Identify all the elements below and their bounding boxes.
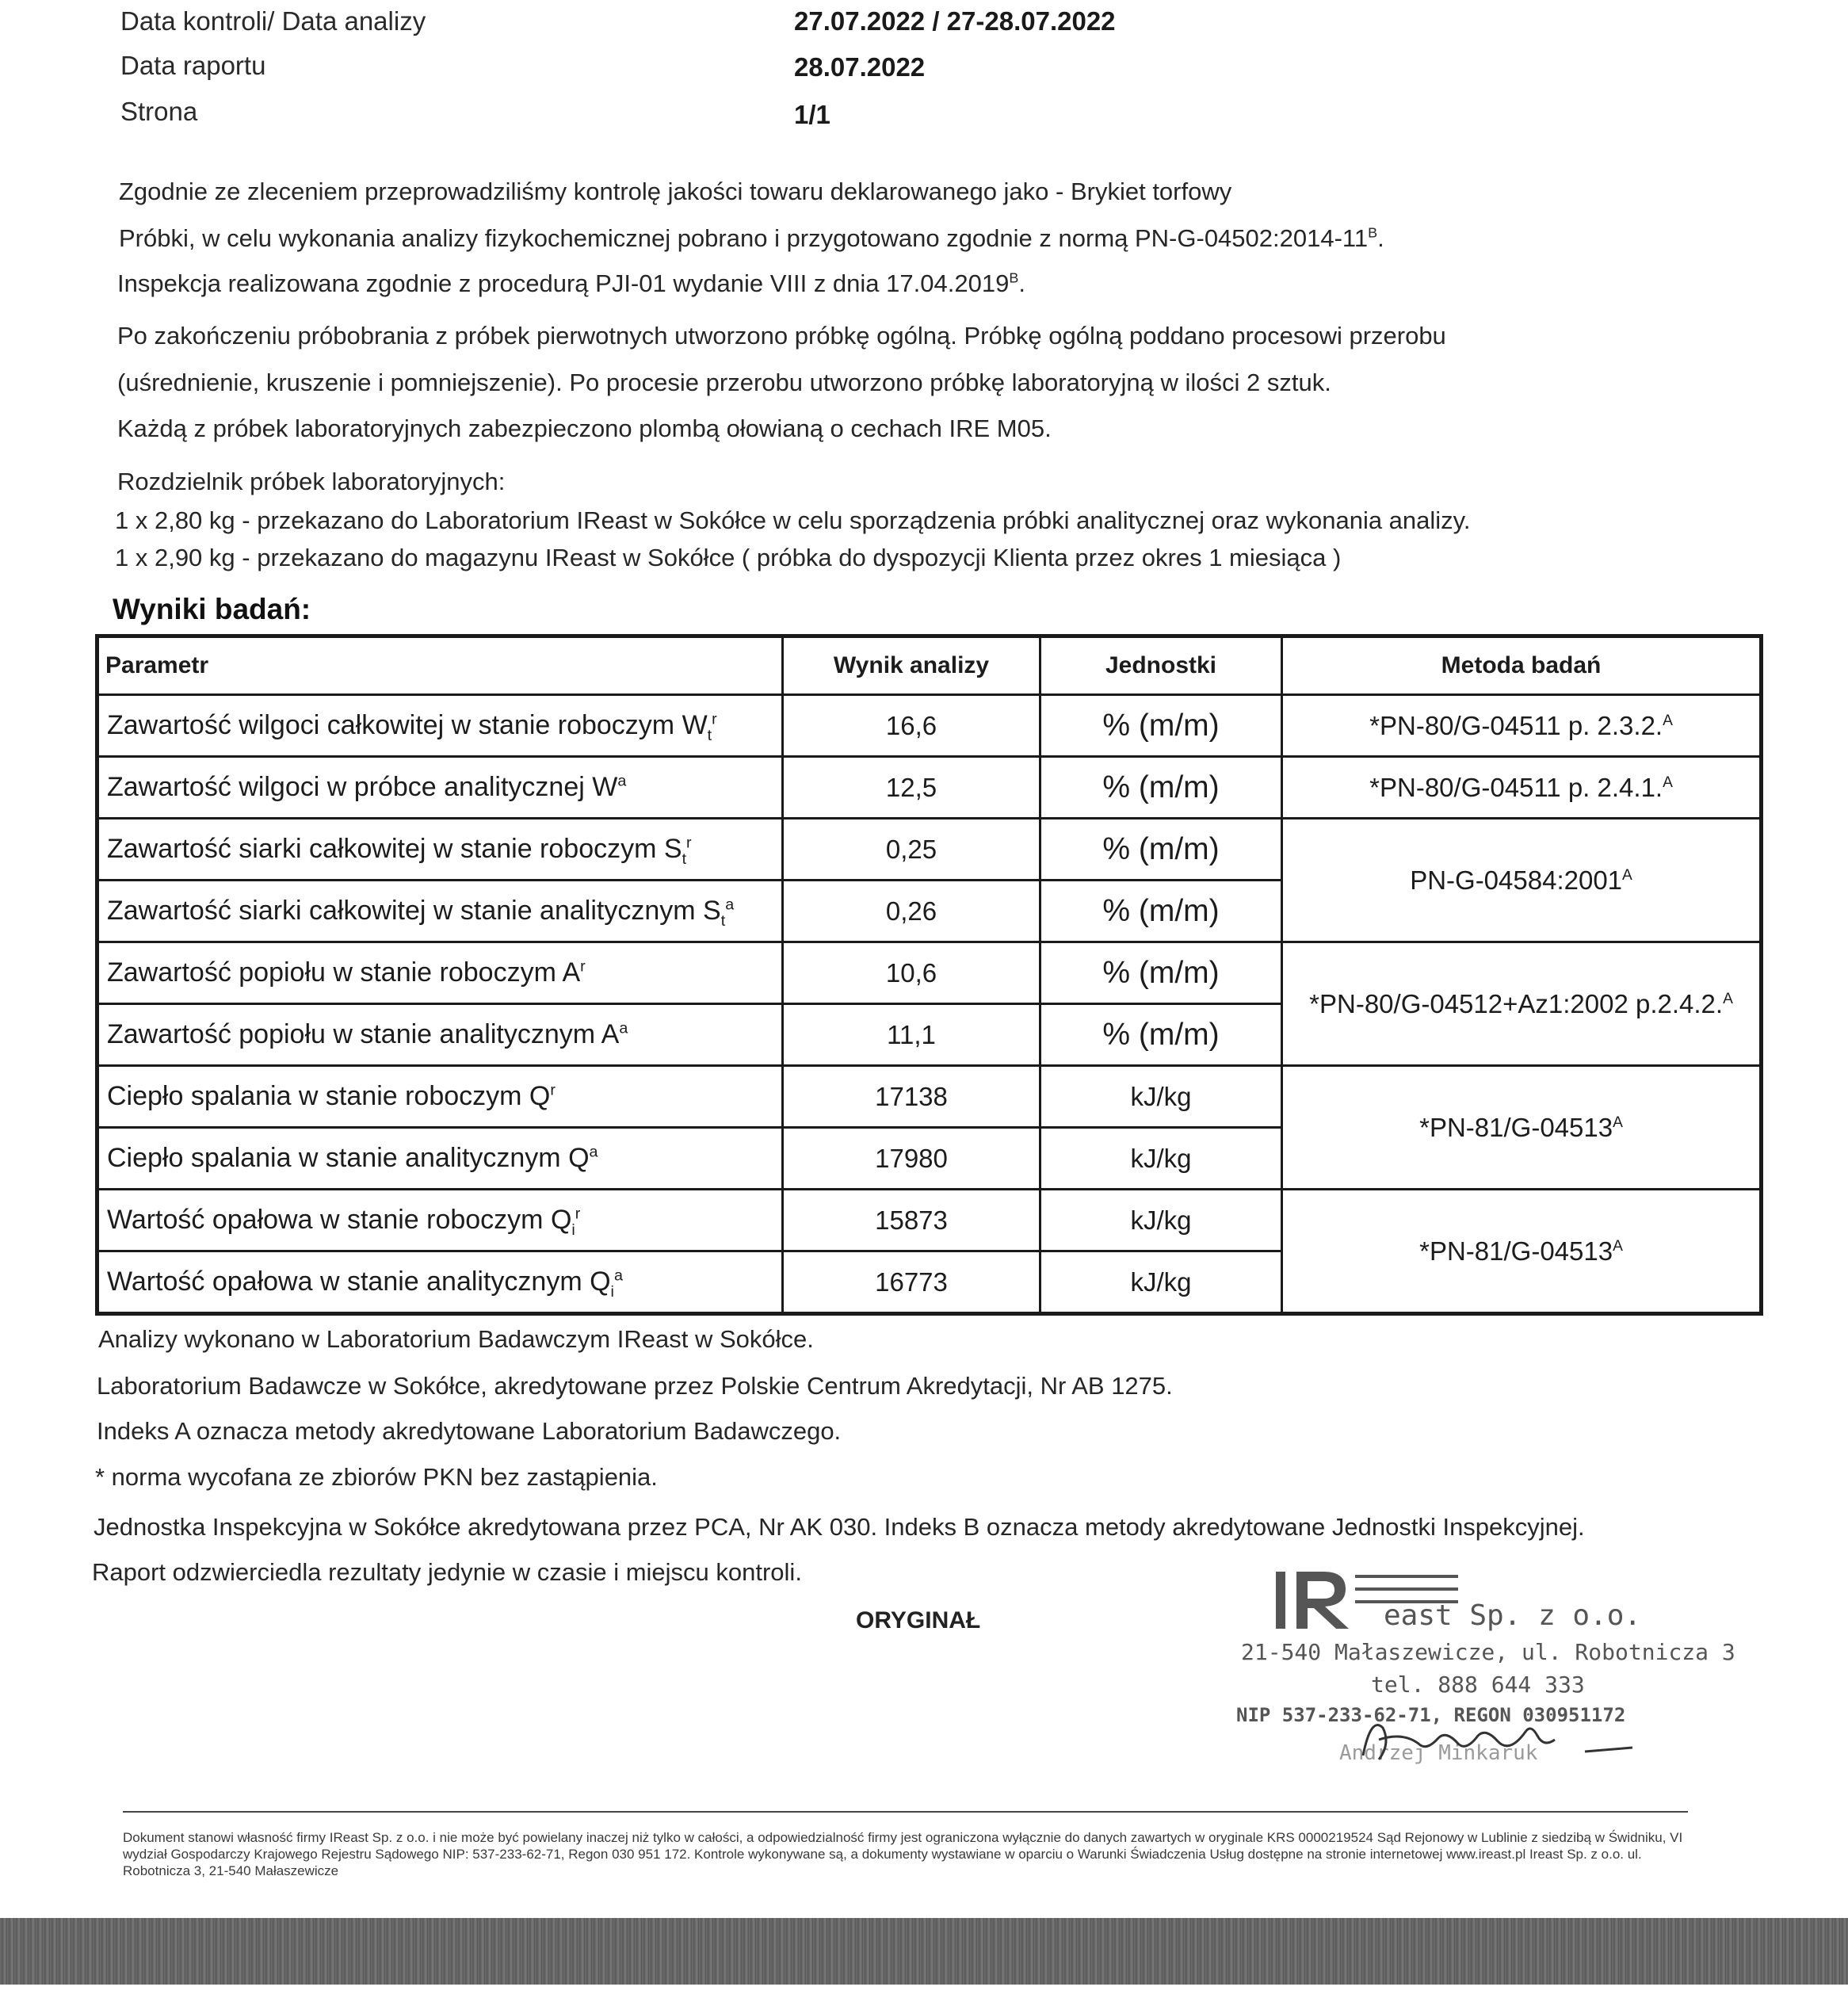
unit-cell: % (m/m): [1040, 757, 1282, 819]
value-cell: 15873: [783, 1190, 1040, 1251]
note-line-3: Indeks A oznacza metody akredytowane Laboratorium Badawczego.: [97, 1417, 842, 1445]
table-row: [97, 1190, 1762, 1251]
value-cell: 17138: [783, 1066, 1040, 1128]
header-parameter: Parametr: [97, 636, 783, 695]
stamp-address: 21-540 Małaszewicze, ul. Robotnicza 3: [1241, 1639, 1735, 1665]
meta-label-report-date: Data raportu: [120, 51, 266, 80]
method-cell: *PN-80/G-04511 p. 2.4.1.$^A$: [1282, 757, 1762, 819]
intro-line-3: Inspekcja realizowana zgodnie z procedurą PJI-01 wydanie VIII z dnia $17.04.2019^B$.: [117, 269, 1025, 297]
unit-cell: % (m/m): [1040, 942, 1282, 1004]
param-cell: Ciepło spalania w stanie analitycznym $Q^a$: [97, 1128, 783, 1190]
table-row: [97, 757, 1762, 819]
stamp-phone: tel. 888 644 333: [1371, 1672, 1585, 1698]
table-row: [97, 1066, 1762, 1128]
footer-divider: [123, 1811, 1688, 1813]
value-cell: 0,25: [783, 819, 1040, 881]
original-label: ORYGINAŁ: [856, 1607, 981, 1633]
intro-line-8: 1 x 2,80 kg - przekazano do Laboratorium IReast w Sokółce w celu sporządzenia próbki analitycznej oraz wykonania analizy.: [115, 506, 1471, 534]
value-cell: 11,1: [783, 1004, 1040, 1066]
header-result: Wynik analizy: [783, 636, 1040, 695]
unit-cell: kJ/kg: [1040, 1066, 1282, 1128]
stamp-company: east Sp. z o.o.: [1384, 1599, 1642, 1632]
note-line-4: * norma wycofana ze zbiorów PKN bez zastąpienia.: [95, 1463, 658, 1491]
meta-value-page: 1/1: [794, 100, 830, 129]
scan-bottom-band: [0, 1918, 1848, 1985]
intro-line-6: Każdą z próbek laboratoryjnych zabezpieczono plombą ołowianą o cechach IRE M05.: [117, 415, 1052, 442]
method-cell: $PN-G-04584:2001^A$: [1282, 819, 1762, 942]
param-cell: Wartość opałowa w stanie roboczym $Q_i^r$: [97, 1190, 783, 1251]
value-cell: 16773: [783, 1251, 1040, 1314]
unit-cell: kJ/kg: [1040, 1251, 1282, 1314]
param-cell: Zawartość siarki całkowitej w stanie analitycznym $S_t^a$: [97, 881, 783, 942]
note-line-5: Jednostka Inspekcyjna w Sokółce akredytowana przez PCA, Nr AK 030. Indeks B oznacza metody akredytowane Jednostki Inspekcyjnej.: [94, 1513, 1585, 1541]
value-cell: 12,5: [783, 757, 1040, 819]
intro-line-9: 1 x 2,90 kg - przekazano do magazynu IReast w Sokółce ( próbka do dyspozycji Klienta przez okres 1 miesiąca ): [115, 544, 1342, 571]
note-line-1: Analizy wykonano w Laboratorium Badawczym IReast w Sokółce.: [98, 1325, 814, 1353]
intro-line-1: Zgodnie ze zleceniem przeprowadziliśmy kontrolę jakości towaru deklarowanego jako - Brykiet torfowy: [119, 178, 1232, 205]
intro-line-2: Próbki, w celu wykonania analizy fizykochemicznej pobrano i przygotowano zgodnie z normą $PN-G-04502:2014-11^B$.: [119, 224, 1384, 252]
intro-line-4: Po zakończeniu próbobrania z próbek pierwotnych utworzono próbkę ogólną. Próbkę ogólną poddano procesowi przerobu: [117, 322, 1446, 350]
intro-line-7: Rozdzielnik próbek laboratoryjnych:: [117, 468, 506, 495]
table-header-row: [97, 636, 1762, 695]
signature-image: [1347, 1708, 1640, 1771]
method-cell: *PN-80/G-04512+Az1:2002 p.2.4.2.$^A$: [1282, 942, 1762, 1066]
param-cell: Zawartość wilgoci w próbce analitycznej $W^a$: [97, 757, 783, 819]
value-cell: 16,6: [783, 695, 1040, 757]
unit-cell: % (m/m): [1040, 881, 1282, 942]
header-unit: Jednostki: [1040, 636, 1282, 695]
stamp-name: Andrzej Minkaruk: [1339, 1741, 1538, 1765]
param-cell: Zawartość siarki całkowitej w stanie roboczym $S_t^r$: [97, 819, 783, 881]
value-cell: 0,26: [783, 881, 1040, 942]
stamp-ids: NIP 537-233-62-71, REGON 030951172: [1236, 1704, 1626, 1726]
unit-cell: % (m/m): [1040, 1004, 1282, 1066]
unit-cell: % (m/m): [1040, 695, 1282, 757]
note-line-6: Raport odzwierciedla rezultaty jedynie w czasie i miejscu kontroli.: [92, 1558, 802, 1586]
unit-cell: kJ/kg: [1040, 1190, 1282, 1251]
value-cell: 17980: [783, 1128, 1040, 1190]
method-cell: $*PN-81/G-04513^A$: [1282, 1066, 1762, 1190]
param-cell: Ciepło spalania w stanie roboczym $Q^r$: [97, 1066, 783, 1128]
intro-line-5: (uśrednienie, kruszenie i pomniejszenie). Po procesie przerobu utworzono próbkę laboratoryjną w ilości 2 sztuk.: [117, 369, 1331, 396]
meta-label-page: Strona: [120, 97, 198, 126]
meta-value-report-date: 28.07.2022: [794, 52, 926, 82]
results-heading: Wyniki badań:: [113, 593, 311, 625]
method-cell: $*PN-81/G-04513^A$: [1282, 1190, 1762, 1314]
header-method: Metoda badań: [1282, 636, 1762, 695]
method-cell: *PN-80/G-04511 p. 2.3.2.$^A$: [1282, 695, 1762, 757]
param-cell: Zawartość popiołu w stanie roboczym $A^r$: [97, 942, 783, 1004]
table-row: [97, 819, 1762, 881]
value-cell: 10,6: [783, 942, 1040, 1004]
param-cell: Wartość opałowa w stanie analitycznym $Q_i^a$: [97, 1251, 783, 1314]
meta-label-control-date: Data kontroli/ Data analizy: [120, 6, 426, 36]
results-table: [95, 634, 1763, 1316]
table-row: [97, 942, 1762, 1004]
unit-cell: kJ/kg: [1040, 1128, 1282, 1190]
table-row: [97, 695, 1762, 757]
meta-value-control-date: 27.07.2022 / 27-28.07.2022: [794, 6, 1116, 36]
note-line-2: Laboratorium Badawcze w Sokółce, akredytowane przez Polskie Centrum Akredytacji, Nr AB 1275.: [97, 1372, 1173, 1400]
unit-cell: % (m/m): [1040, 819, 1282, 881]
param-cell: Zawartość wilgoci całkowitej w stanie roboczym $W_t^r$: [97, 695, 783, 757]
legal-disclaimer: Dokument stanowi własność firmy IReast Sp. z o.o. i nie może być powielany inaczej niż tylko w całości, a odpowiedzialność firmy jest ograniczona wyłącznie do danych zawartych w oryginale KRS 0000219524 Sąd Rejonowy w Lublinie z siedzibą w Świdniku, VI wydział Gospodarczy Krajowego Rejestru Sądowego NIP: 537-233-62-71, Regon 030 951 172. Kontrole wykonywane są, a dokumenty wystawiane w oparciu o Warunki Świadczenia Usług dostępne na stronie internetowej www.ireast.pl Ireast Sp. z o.o. ul. Robotnicza 3, 21-540 Małaszewicze: [123, 1830, 1683, 1878]
param-cell: Zawartość popiołu w stanie analitycznym $A^a$: [97, 1004, 783, 1066]
